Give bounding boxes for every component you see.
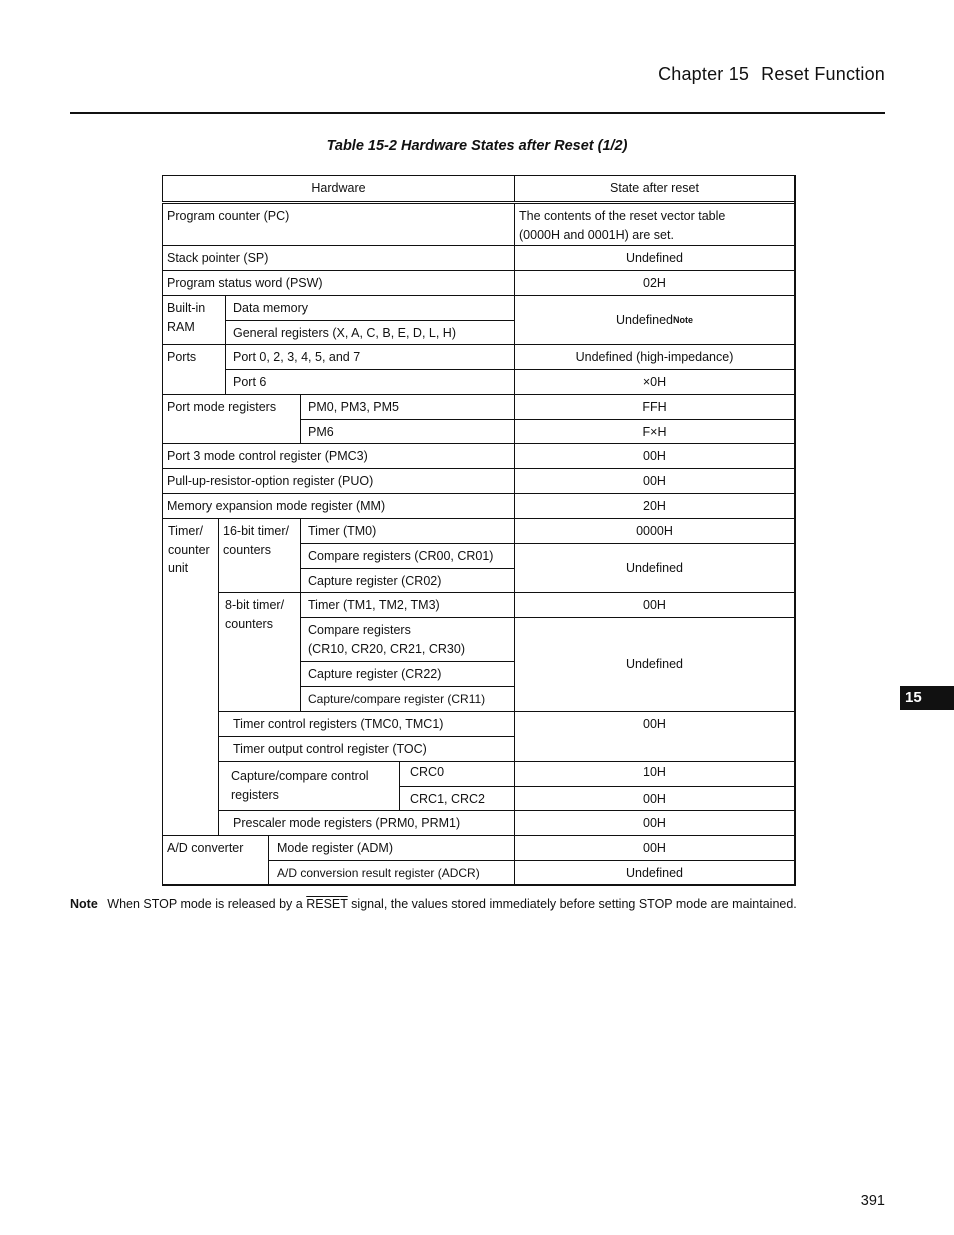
page-number: 391 (860, 1193, 885, 1209)
note-reset-signal: RESET (306, 897, 348, 911)
row-crc12: CRC1, CRC2 (399, 786, 514, 810)
ram-state-text: Undefined (616, 312, 673, 327)
t16-line1: 16-bit timer/ (223, 524, 289, 538)
row-pm6-state: F×H (514, 419, 794, 443)
timer-group-line2: counter (168, 542, 210, 557)
tmc-state: 00H (514, 711, 794, 761)
row-cr11: Capture/compare register (CR11) (300, 686, 514, 711)
crc-line1: Capture/compare control (231, 769, 369, 783)
row-port-0-state: Undefined (high-impedance) (514, 344, 794, 369)
t8-line2: counters (225, 616, 273, 631)
row-general-registers: General registers (X, A, C, B, E, D, L, H) (225, 320, 514, 344)
timer-group-line1: Timer/ (168, 524, 203, 538)
t8-line1: 8-bit timer/ (225, 598, 285, 612)
note-label: Note (70, 897, 98, 911)
row-cr10 (300, 617, 514, 661)
ports-group-label: Ports (162, 344, 225, 394)
pm-group-label: Port mode registers (162, 394, 300, 443)
pc-state-line1: The contents of the reset vector table (519, 209, 726, 223)
ram-group-label (162, 295, 225, 344)
cr10-line2: (CR10, CR20, CR21, CR30) (308, 641, 465, 656)
row-cr00: Compare registers (CR00, CR01) (300, 543, 514, 568)
row-pm035-state: FFH (514, 394, 794, 419)
ad-group-label: A/D converter (162, 835, 268, 884)
ram-group-line2: RAM (167, 319, 195, 334)
header-state: State after reset (514, 175, 794, 202)
row-data-memory: Data memory (225, 295, 514, 320)
row-sp-state: Undefined (514, 245, 794, 270)
row-adcr: A/D conversion result register (ADCR) (268, 860, 514, 884)
row-sp-label: Stack pointer (SP) (162, 245, 514, 270)
row-tm123: Timer (TM1, TM2, TM3) (300, 592, 514, 617)
row-tm0-state: 0000H (514, 518, 794, 543)
chapter-heading (658, 64, 885, 85)
ram-group-line1: Built-in (167, 301, 206, 315)
crc-group-label (218, 761, 399, 810)
ram-state-note: Note (673, 314, 693, 325)
table-caption: Table 15-2 Hardware States after Reset (1/2) (326, 138, 628, 154)
row-tm0: Timer (TM0) (300, 518, 514, 543)
note-text-before: When STOP mode is released by a (107, 897, 303, 911)
row-toc: Timer output control register (TOC) (218, 736, 514, 761)
t8-group-label (218, 592, 300, 711)
row-mm-state: 20H (514, 493, 794, 518)
row-adcr-state: Undefined (514, 860, 794, 884)
row-adm-state: 00H (514, 835, 794, 860)
row-pmc3-label: Port 3 mode control register (PMC3) (162, 443, 514, 468)
t16-state: Undefined (514, 543, 794, 592)
row-psw-state: 02H (514, 270, 794, 295)
row-puo-label: Pull-up-resistor-option register (PUO) (162, 468, 514, 493)
row-cr22: Capture register (CR22) (300, 661, 514, 686)
row-port-6: Port 6 (225, 369, 514, 394)
row-pm6: PM6 (300, 419, 514, 443)
pc-state-line2: (0000H and 0001H) are set. (519, 227, 674, 242)
row-pmc3-state: 00H (514, 443, 794, 468)
header-hardware: Hardware (162, 175, 514, 202)
row-pc-state (514, 203, 794, 245)
timer-group-label (162, 518, 218, 835)
chapter-side-tab: 15 (900, 686, 954, 710)
ram-state (514, 295, 794, 344)
header-rule (70, 112, 885, 114)
row-mm-label: Memory expansion mode register (MM) (162, 493, 514, 518)
row-adm: Mode register (ADM) (268, 835, 514, 860)
row-puo-state: 00H (514, 468, 794, 493)
row-crc0-state: 10H (514, 761, 794, 786)
row-tm123-state: 00H (514, 592, 794, 617)
chapter-title: Reset Function (761, 64, 885, 84)
t8-state: Undefined (514, 617, 794, 711)
t16-line2: counters (223, 542, 271, 557)
crc-line2: registers (231, 787, 279, 802)
row-port-6-state: ×0H (514, 369, 794, 394)
row-psw-label: Program status word (PSW) (162, 270, 514, 295)
row-pm035: PM0, PM3, PM5 (300, 394, 514, 419)
row-pc-label: Program counter (PC) (162, 203, 514, 245)
row-cr02: Capture register (CR02) (300, 568, 514, 592)
row-tmc: Timer control registers (TMC0, TMC1) (218, 711, 514, 736)
row-prm: Prescaler mode registers (PRM0, PRM1) (218, 810, 514, 835)
t16-group-label (218, 518, 300, 592)
note-text-after: signal, the values stored immediately before setting STOP mode are maintained. (351, 897, 797, 911)
row-crc0: CRC0 (399, 761, 514, 786)
table-note (70, 897, 797, 911)
timer-group-line3: unit (168, 561, 189, 575)
chapter-number: Chapter 15 (658, 64, 750, 84)
row-prm-state: 00H (514, 810, 794, 835)
cr10-line1: Compare registers (308, 623, 411, 637)
row-crc12-state: 00H (514, 786, 794, 810)
row-port-0: Port 0, 2, 3, 4, 5, and 7 (225, 344, 514, 369)
